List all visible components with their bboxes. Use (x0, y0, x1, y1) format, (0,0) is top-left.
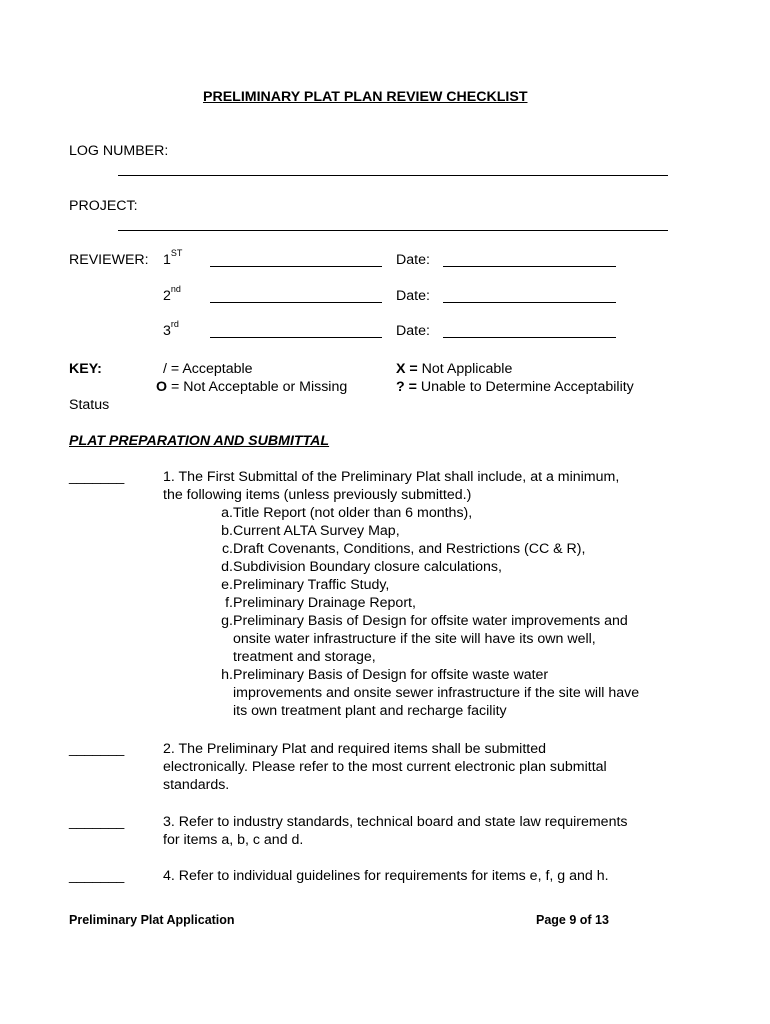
key-label: KEY: (69, 361, 102, 377)
reviewer-2-field[interactable] (210, 302, 382, 303)
item-1-text-line1: 1. The First Submittal of the Preliminary Plat shall include, at a minimum, (163, 469, 620, 485)
list-item: e. Preliminary Traffic Study, (221, 577, 390, 593)
reviewer-3-ordinal: 3rd (163, 319, 179, 339)
reviewer-2-ordinal: 2nd (163, 284, 181, 304)
log-number-field[interactable] (118, 175, 668, 176)
list-item-continuation: treatment and storage, (233, 649, 376, 665)
item-2-text-line1: 2. The Preliminary Plat and required items shall be submitted (163, 741, 546, 757)
item-2-blank[interactable]: _______ (69, 741, 125, 757)
reviewer-3-date-field[interactable] (443, 337, 616, 338)
key-acceptable: / = Acceptable (163, 361, 253, 377)
reviewer-3-field[interactable] (210, 337, 382, 338)
log-number-label: LOG NUMBER: (69, 143, 169, 159)
item-2-text-line2: electronically. Please refer to the most current electronic plan submittal (163, 759, 607, 775)
item-2-text-line3: standards. (163, 777, 230, 793)
reviewer-label: REVIEWER: (69, 252, 149, 268)
list-item: g. Preliminary Basis of Design for offsite water improvements and (221, 613, 628, 629)
key-not-applicable: X = Not Applicable (396, 361, 513, 377)
list-item-continuation: improvements and onsite sewer infrastructure if the site will have (233, 685, 640, 701)
key-status: Status (69, 397, 110, 413)
item-4-blank[interactable]: _______ (69, 868, 125, 884)
project-field[interactable] (118, 230, 668, 231)
reviewer-1-date-label: Date: (396, 252, 430, 268)
project-label: PROJECT: (69, 198, 138, 214)
list-item: f. Preliminary Drainage Report, (225, 595, 416, 611)
reviewer-3-date-label: Date: (396, 323, 430, 339)
reviewer-1-ordinal: 1ST (163, 248, 183, 268)
list-item: b. Current ALTA Survey Map, (221, 523, 400, 539)
reviewer-1-field[interactable] (210, 266, 382, 267)
list-item: d. Subdivision Boundary closure calculations, (221, 559, 502, 575)
item-3-text-line1: 3. Refer to industry standards, technical board and state law requirements (163, 814, 628, 830)
reviewer-2-date-label: Date: (396, 288, 430, 304)
item-3-text-line2: for items a, b, c and d. (163, 832, 304, 848)
item-3-blank[interactable]: _______ (69, 814, 125, 830)
key-unable: ? = Unable to Determine Acceptability (396, 379, 634, 395)
page-number: Page 9 of 13 (536, 913, 609, 927)
item-1-sublist (208, 504, 640, 720)
list-item-continuation: onsite water infrastructure if the site will have its own well, (233, 631, 596, 647)
list-item-continuation: its own treatment plant and recharge facility (233, 703, 507, 719)
footer-title: Preliminary Plat Application (69, 913, 235, 927)
item-1-blank[interactable]: _______ (69, 469, 125, 485)
item-4-text-line1: 4. Refer to individual guidelines for requirements for items e, f, g and h. (163, 868, 609, 884)
key-not-acceptable: O = Not Acceptable or Missing (156, 379, 348, 395)
reviewer-1-date-field[interactable] (443, 266, 616, 267)
list-item: h. Preliminary Basis of Design for offsite waste water (221, 667, 549, 683)
reviewer-2-date-field[interactable] (443, 302, 616, 303)
list-item: a. Title Report (not older than 6 months), (221, 505, 473, 521)
item-1-text-line2: the following items (unless previously submitted.) (163, 487, 472, 503)
list-item: c. Draft Covenants, Conditions, and Restrictions (CC & R), (221, 541, 586, 557)
page-title: PRELIMINARY PLAT PLAN REVIEW CHECKLIST (203, 89, 528, 105)
section-heading: PLAT PREPARATION AND SUBMITTAL (69, 433, 330, 449)
